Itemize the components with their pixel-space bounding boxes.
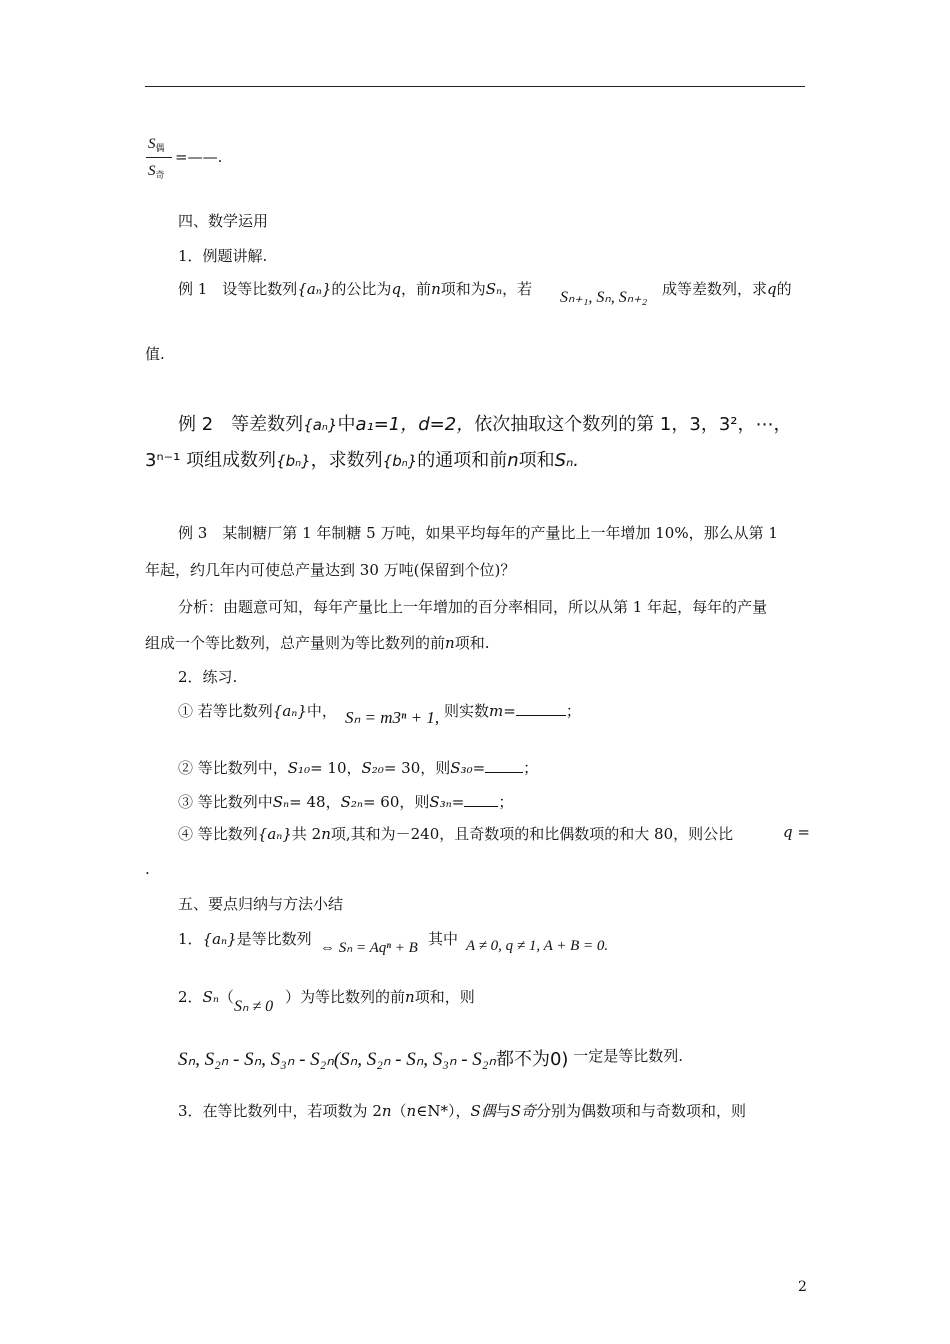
example2-text: ，求数列 (310, 450, 383, 471)
example1-n: n (431, 280, 441, 298)
summary1-condition-text: A ≠ 0, q ≠ 1, A + B = 0 (466, 938, 605, 954)
exercise2-text: = 10， (310, 759, 362, 777)
example2-text: 项和 (518, 450, 555, 471)
summary1-tail (428, 928, 458, 949)
summary3-n: n (381, 1102, 392, 1120)
exercise1-m: m (489, 702, 504, 720)
summary2-tail (285, 986, 475, 1007)
example1-text: 成等差数列，求 (662, 280, 768, 298)
summary2-text: （ (218, 988, 234, 1006)
example3-text: 组成一个等比数列，总产量则为等比数列的前 (145, 634, 446, 652)
summary2-lead (178, 986, 234, 1007)
summary3-text: 分别为偶数项和与奇数项和，则 (536, 1102, 747, 1120)
summary1-text: 其中 (428, 930, 459, 948)
section4-heading: 四、数学运用 (178, 212, 269, 230)
example2-line2 (145, 446, 579, 472)
summary3-s-even: S偶 (470, 1102, 496, 1120)
example1-q: q (767, 280, 777, 298)
exercise1-text: ； (565, 702, 581, 720)
exercise3-sn: Sₙ (272, 793, 290, 811)
example3-analysis-line2 (145, 632, 489, 653)
fraction-numerator: $S_偶$ (148, 136, 165, 153)
exercise2-text: = 30，则 (383, 759, 451, 777)
summary3 (178, 1100, 746, 1121)
summary3-text: 与 (495, 1102, 511, 1120)
example1-sn: Sₙ (485, 280, 503, 298)
exercise3 (178, 791, 513, 812)
example3-n: n (445, 634, 455, 652)
summary1-lead (178, 928, 312, 949)
summary3-text: ∈N*）， (416, 1102, 471, 1120)
fraction-tail: =——. (175, 148, 223, 166)
summary2-formula-note: 都不为0) (495, 1049, 569, 1070)
example2-n: n (507, 450, 519, 471)
exercise3-text: = (451, 793, 465, 811)
example3-text: 项和. (454, 634, 490, 652)
exercise4-q: q (783, 823, 793, 841)
exercise1-tail (444, 700, 581, 721)
summary2-formula-line (178, 1045, 683, 1071)
summary3-n: n (406, 1102, 417, 1120)
exercise1 (178, 700, 337, 721)
answer-blank[interactable] (464, 794, 498, 807)
example1-sequence: {aₙ} (297, 280, 332, 298)
summary2-text: 项和，则 (414, 988, 475, 1006)
exercise1-text: ① 若等比数列 (178, 702, 273, 720)
example3-line2: 年起，约几年内可使总产量达到 30 万吨(保留到个位)？ (145, 561, 516, 579)
summary2-sn: Sₙ (202, 988, 219, 1006)
fraction-bar (146, 157, 172, 158)
exercise2-s30: S₃₀ (450, 759, 473, 777)
summary3-text: 3．在等比数列中，若项数为 2 (178, 1102, 382, 1120)
exercise4-text: 项,其和为－240，且奇数项的和比偶数项的和大 80，则公比 (330, 825, 734, 843)
summary1-formula: ⇔ Sₙ = Aqⁿ + B (320, 940, 418, 956)
summary1-text: 1． (178, 930, 203, 948)
item2-label: 2．练习. (178, 668, 238, 686)
exercise2-text: = (472, 759, 486, 777)
example2-d: d=2， (418, 414, 475, 435)
summary3-text: （ (391, 1102, 407, 1120)
answer-blank[interactable] (485, 760, 523, 773)
exercise3-s2n: S₂ₙ (340, 793, 363, 811)
example2-text: 中 (337, 414, 356, 435)
exercise2-text: ； (523, 759, 539, 777)
example1-q: q (391, 280, 402, 298)
example2-line1 (178, 410, 792, 436)
summary2-text: 一定是等比数列. (573, 1047, 684, 1065)
example1-text: 的 (776, 280, 792, 298)
exercise1-sequence: {aₙ} (272, 702, 307, 720)
summary1-condition (466, 938, 608, 955)
example1-text: 的公比为 (331, 280, 392, 298)
exercise4-text: ④ 等比数列 (178, 825, 258, 843)
answer-blank[interactable] (516, 703, 566, 716)
example2-a1: a₁=1， (355, 414, 419, 435)
exercise4-line2: . (145, 860, 150, 878)
example1-text: ，若 (502, 280, 533, 298)
exercise4-sequence: {aₙ} (257, 825, 292, 843)
exercise3-text: = 48， (289, 793, 341, 811)
summary2-condition: Sₙ ≠ 0 (234, 998, 274, 1015)
summary1-text: 是等比数列 (236, 930, 312, 948)
exercise2-s10: S₁₀ (287, 759, 311, 777)
page-number: 2 (798, 1279, 807, 1295)
example1-lead: 例 1 设等比数列 (178, 280, 298, 298)
summary2-text: 2． (178, 988, 203, 1006)
exercise3-text: ③ 等比数列中 (178, 793, 273, 811)
example2-text: 例 2 等差数列 (178, 414, 304, 435)
exercise2-s20: S₂₀ (361, 759, 384, 777)
summary1-text: . (604, 938, 609, 954)
header-rule (145, 86, 805, 87)
exercise1-text: 中， (306, 702, 337, 720)
example2-sequence: {aₙ} (303, 416, 338, 434)
exercise3-text: ； (498, 793, 514, 811)
example2-sequence-b: {bₙ} (382, 452, 418, 470)
exercise1-text: 则实数 (444, 702, 490, 720)
exercise4-text: 共 2 (291, 825, 322, 843)
example2-sn: Sₙ. (554, 450, 579, 471)
section5-heading: 五、要点归纳与方法小结 (178, 895, 344, 913)
example2-sequence-b: {bₙ} (276, 452, 311, 470)
exercise4-text: = (797, 823, 810, 841)
example3-line1: 例 3 某制糖厂第 1 年制糖 5 万吨，如果平均每年的产量比上一年增加 10%，那么从第 1 (178, 524, 778, 542)
exercise3-text: = 60，则 (362, 793, 430, 811)
example1-line1 (178, 278, 532, 299)
summary2-text: ）为等比数列的前 (285, 988, 406, 1006)
example1-formula: Sₙ₊₁, Sₙ, Sₙ₊₂ (560, 289, 648, 306)
example3-analysis-line1: 分析：由题意可知，每年产量比上一年增加的百分率相同，所以从第 1 年起，每年的产量 (178, 598, 768, 616)
fraction-denominator: $S_奇$ (148, 163, 165, 180)
exercise4-n: n (321, 825, 331, 843)
summary3-s-odd: S奇 (510, 1102, 537, 1120)
exercise3-s3n: S₃ₙ (429, 793, 452, 811)
exercise2 (178, 757, 538, 778)
summary2-n: n (405, 988, 415, 1006)
example1-tail (662, 278, 792, 299)
example2-text: 的通项和前 (417, 450, 508, 471)
example2-text: 3ⁿ⁻¹ 项组成数列 (145, 450, 277, 471)
item1-label: 1．例题讲解. (178, 247, 268, 265)
summary1-sequence: {aₙ} (202, 930, 237, 948)
exercise4 (178, 823, 733, 844)
example1-text: ，前 (401, 280, 432, 298)
exercise4-tail (783, 823, 810, 841)
exercise1-text: = (503, 702, 516, 720)
example2-text: 依次抽取这个数列的第 1，3，3²，⋯， (474, 414, 792, 435)
example1-line2: 值. (145, 345, 165, 363)
example1-text: 项和为 (440, 280, 486, 298)
exercise1-formula: Sₙ = m3ⁿ + 1, (345, 708, 440, 727)
exercise2-text: ② 等比数列中， (178, 759, 288, 777)
summary2-formula: Sₙ, S₂ₙ - Sₙ, S₃ₙ - S₂ₙ(Sₙ, S₂ₙ - Sₙ, S₃ₙ - S₂ₙ (178, 1049, 496, 1070)
